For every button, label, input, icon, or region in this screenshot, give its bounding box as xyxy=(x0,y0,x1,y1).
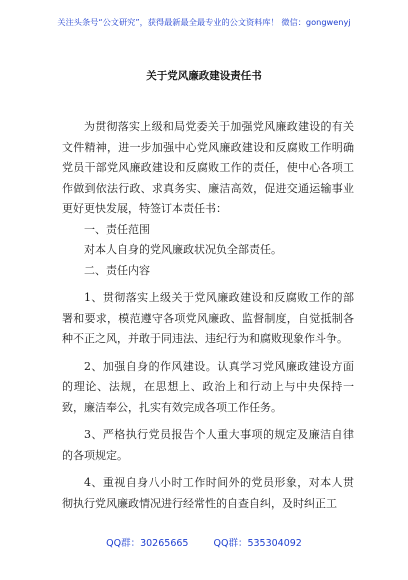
document-body xyxy=(62,117,354,514)
section-heading-scope: 一、责任范围 xyxy=(84,222,150,236)
footer-contact xyxy=(0,535,408,549)
footer-qq-group-2: QQ群：535304092 xyxy=(213,538,302,549)
content-item-3: 3、严格执行党员报告个人重大事项的规定及廉洁自律的各项规定。 xyxy=(62,428,354,462)
scope-paragraph: 对本人自身的党风廉政状况负全部责任。 xyxy=(84,243,282,256)
content-item-1: 1、贯彻落实上级关于党风廉政建设和反腐败工作的部署和要求，模范遵守各项党风廉政、监督制度，自觉抵制各种不正之风，并敢于同违法、违纪行为和腐败现象作斗争。 xyxy=(62,291,354,345)
content-item-4: 4、重视自身八小时工作时间外的党员形象，对本人贯彻执行党风廉政情况进行经常性的自查自纠，及时纠正工 xyxy=(62,476,354,510)
footer-qq-group-1: QQ群：30265665 xyxy=(106,538,189,549)
header-promo-note: 关注头条号“公文研究”，获得最新最全最专业的公文资料库！ 微信：gongwenyj xyxy=(57,17,351,27)
intro-paragraph: 为贯彻落实上级和局党委关于加强党风廉政建设的有关文件精神，进一步加强中心党风廉政建设和反腐败工作明确党员干部党风廉政建设和反腐败工作的责任，使中心各项工作做到依法行政、求真务实、廉洁高效，促进交通运输事业更好更快发展，特签订本责任书： xyxy=(62,120,354,215)
section-heading-content: 二、责任内容 xyxy=(84,263,150,277)
content-item-2: 2、加强自身的作风建设。认真学习党风廉政建设方面的理论、法规，在思想上、政治上和行动上与中央保持一致，廉洁奉公，扎实有效完成各项工作任务。 xyxy=(62,359,354,414)
document-title: 关于党风廉政建设责任书 xyxy=(146,70,262,82)
